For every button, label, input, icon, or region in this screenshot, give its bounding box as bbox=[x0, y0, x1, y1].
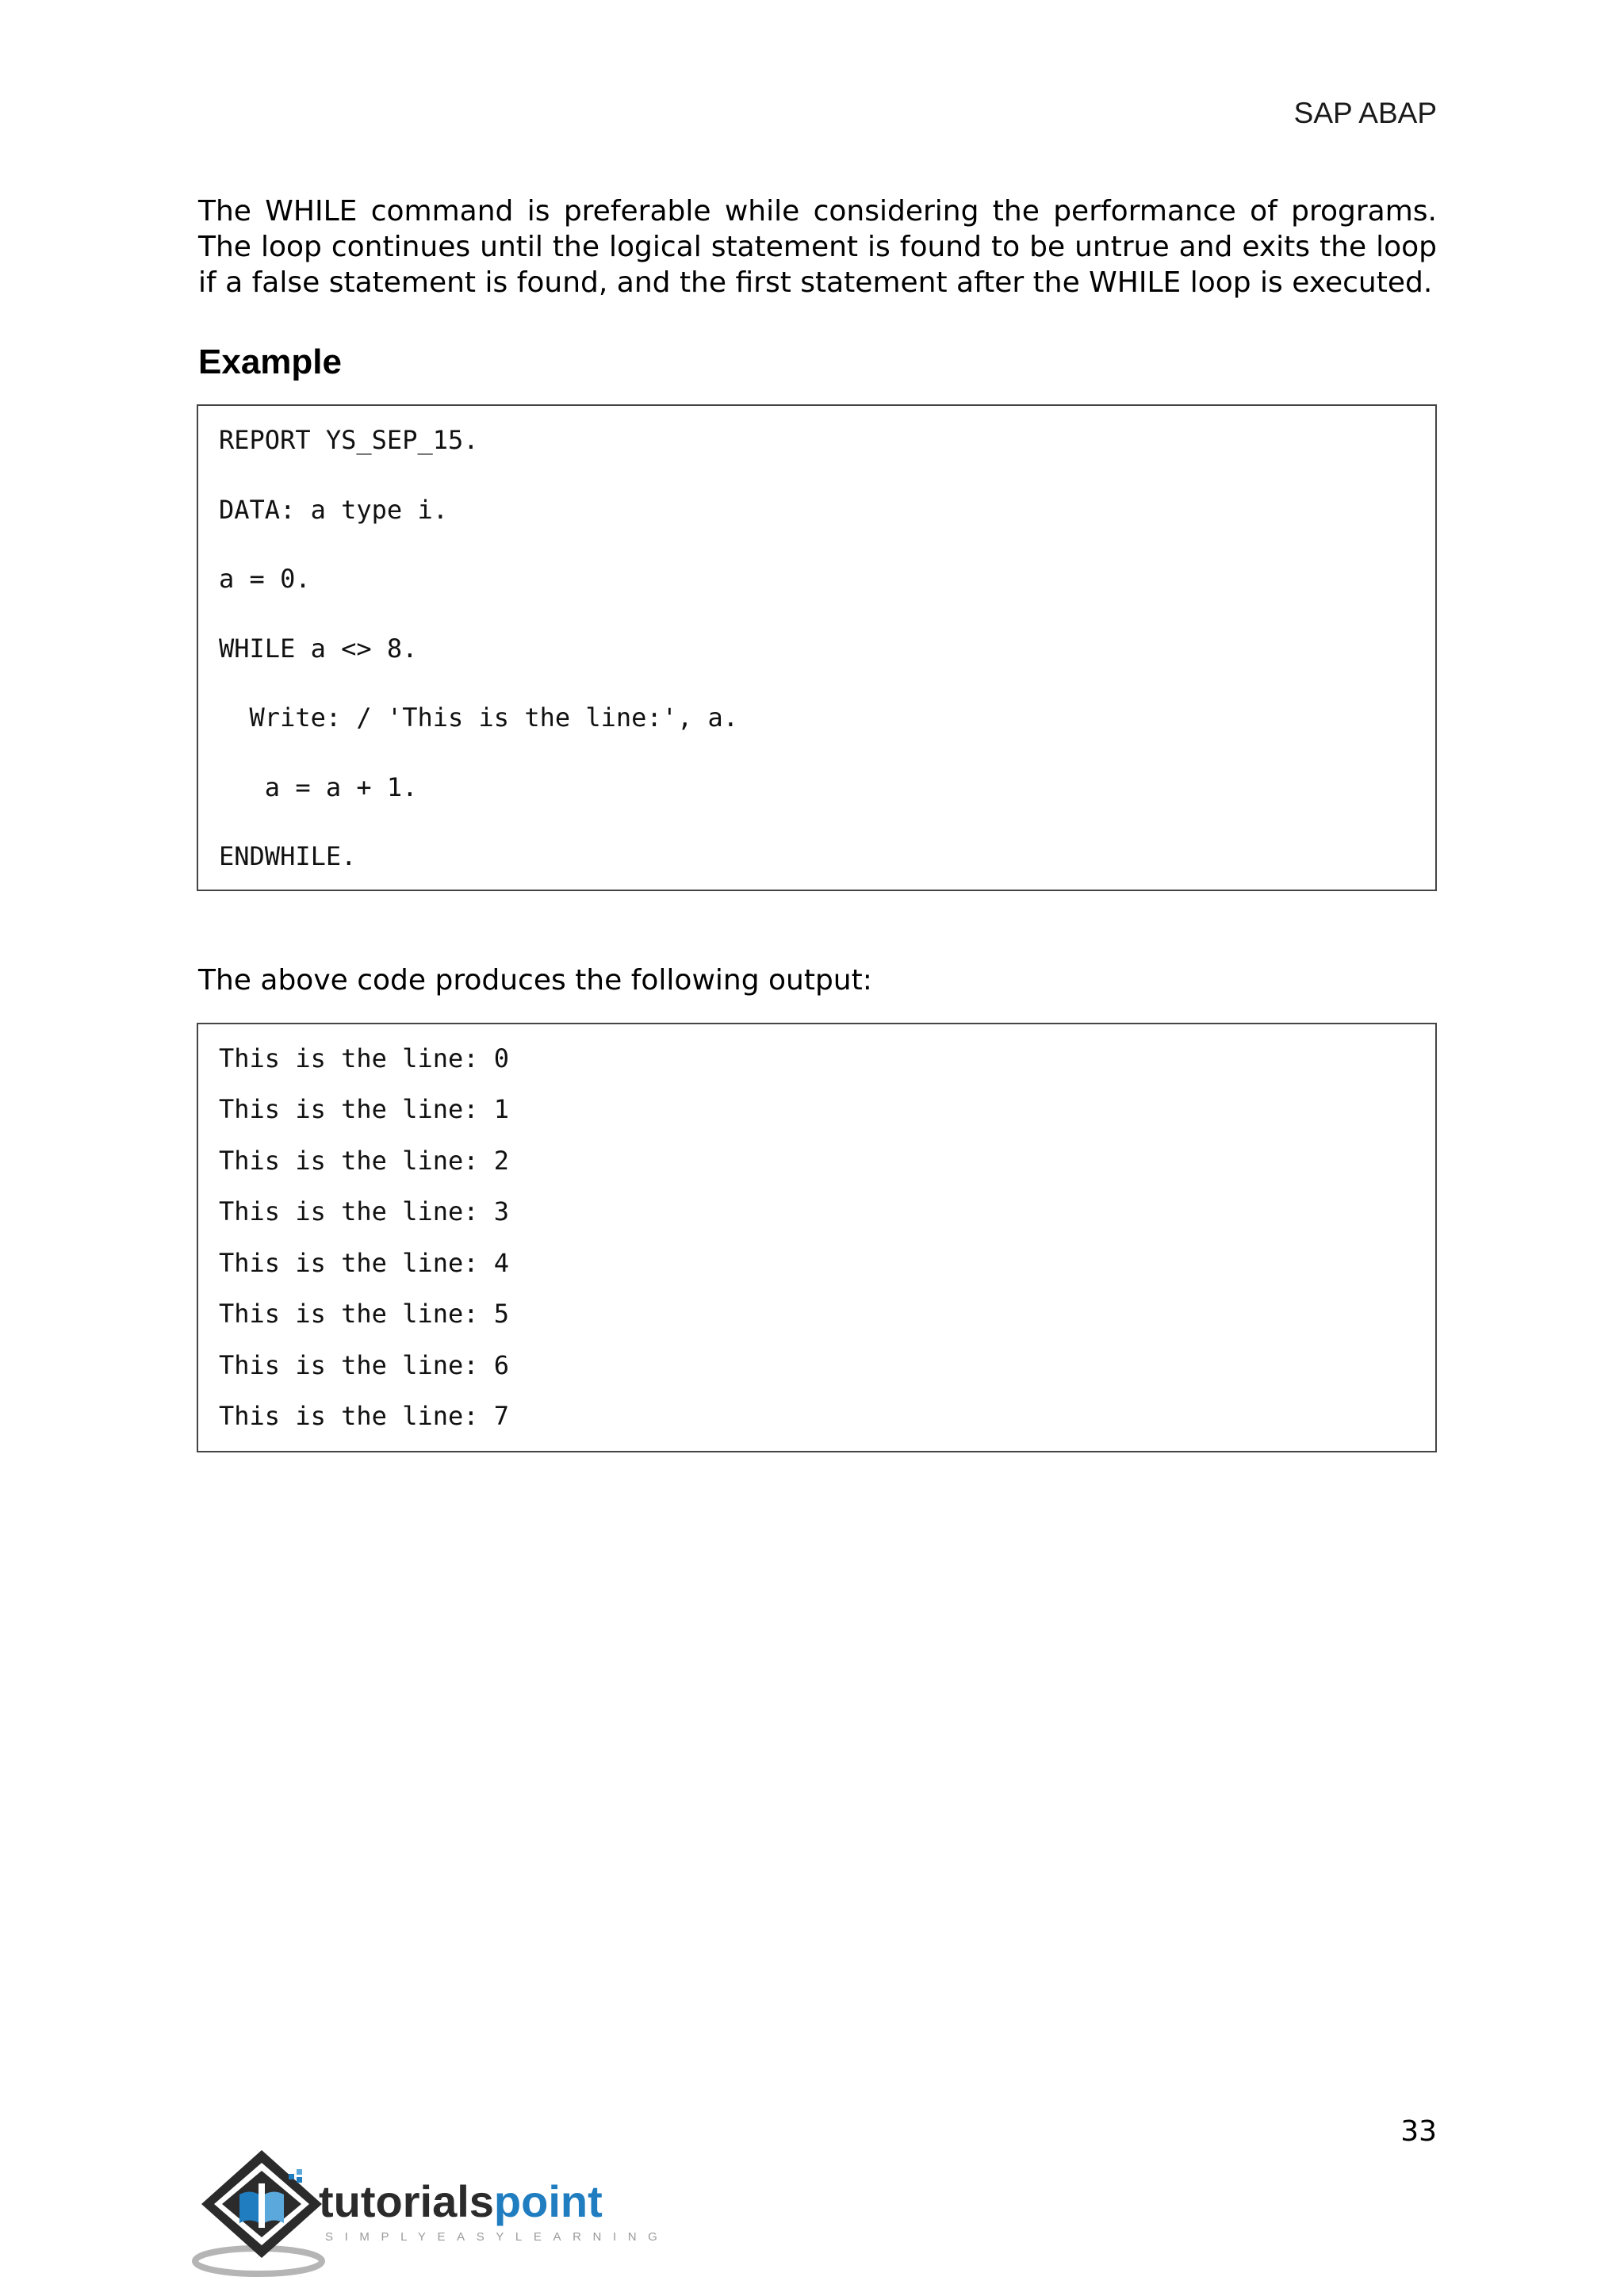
output-line: This is the line: 2 bbox=[219, 1146, 510, 1176]
tutorialspoint-logo bbox=[195, 2145, 669, 2280]
running-header: SAP ABAP bbox=[1293, 97, 1437, 129]
logo-text-main: tutorials bbox=[319, 2176, 494, 2226]
output-line: This is the line: 6 bbox=[219, 1350, 510, 1380]
output-line: This is the line: 0 bbox=[219, 1043, 510, 1073]
example-code-block bbox=[197, 404, 1437, 891]
output-line: This is the line: 5 bbox=[219, 1299, 510, 1329]
code-line: WHILE a <> 8. bbox=[219, 633, 418, 664]
output-line: This is the line: 4 bbox=[219, 1248, 510, 1278]
code-line: a = 0. bbox=[219, 564, 311, 594]
output-line: This is the line: 7 bbox=[219, 1401, 510, 1431]
code-line: a = a + 1. bbox=[219, 772, 418, 802]
code-line: REPORT YS_SEP_15. bbox=[219, 425, 479, 455]
output-line: This is the line: 3 bbox=[219, 1196, 510, 1226]
tutorialspoint-logo-icon bbox=[201, 2150, 322, 2258]
code-line: Write: / 'This is the line:', a. bbox=[219, 702, 739, 733]
svg-text:tutorialspoint bbox=[319, 2176, 603, 2226]
code-line: ENDWHILE. bbox=[219, 841, 357, 871]
logo-tagline: SIMPLYEASYLEARNING bbox=[325, 2230, 669, 2244]
output-lead-sentence: The above code produces the following output: bbox=[198, 964, 872, 997]
page-number: 33 bbox=[1400, 2115, 1437, 2148]
code-line: DATA: a type i. bbox=[219, 495, 448, 525]
section-heading-example: Example bbox=[198, 342, 342, 381]
output-code-block bbox=[197, 1023, 1437, 1452]
logo-text-accent: point bbox=[493, 2176, 603, 2226]
intro-paragraph: The WHILE command is preferable while considering the performance of programs. The loop continues until the logical statement is found to be untrue and exits the loop if a false statement is found, and the first statement after the WHILE loop is executed. bbox=[198, 195, 1437, 299]
output-line: This is the line: 1 bbox=[219, 1094, 510, 1124]
